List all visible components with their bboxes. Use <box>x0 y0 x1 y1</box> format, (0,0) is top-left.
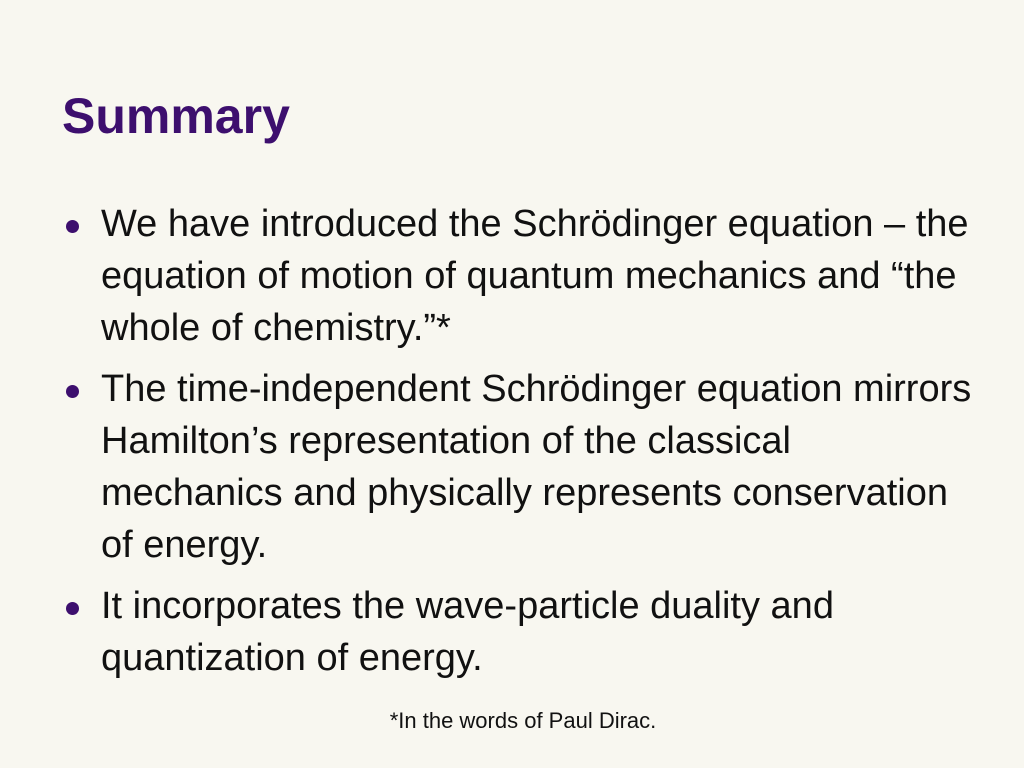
footnote: *In the words of Paul Dirac. <box>389 708 657 733</box>
bullet-text: It incorporates the wave-particle duality and quantization of energy. <box>101 585 834 679</box>
bullet-item <box>62 198 972 354</box>
slide-title: Summary <box>62 88 290 144</box>
bullet-text: We have introduced the Schrödinger equation – the equation of motion of quantum mechanics and “the whole of chemistry.”* <box>101 203 969 349</box>
bullet-list <box>62 198 972 693</box>
bullet-item <box>62 580 972 684</box>
bullet-text: The time-independent Schrödinger equation mirrors Hamilton’s representation of the classical mechanics and physically represents conservation of energy. <box>101 368 972 566</box>
bullet-item <box>62 363 972 571</box>
bullet-dot-icon <box>66 220 79 233</box>
bullet-dot-icon <box>66 385 79 398</box>
bullet-dot-icon <box>66 602 79 615</box>
